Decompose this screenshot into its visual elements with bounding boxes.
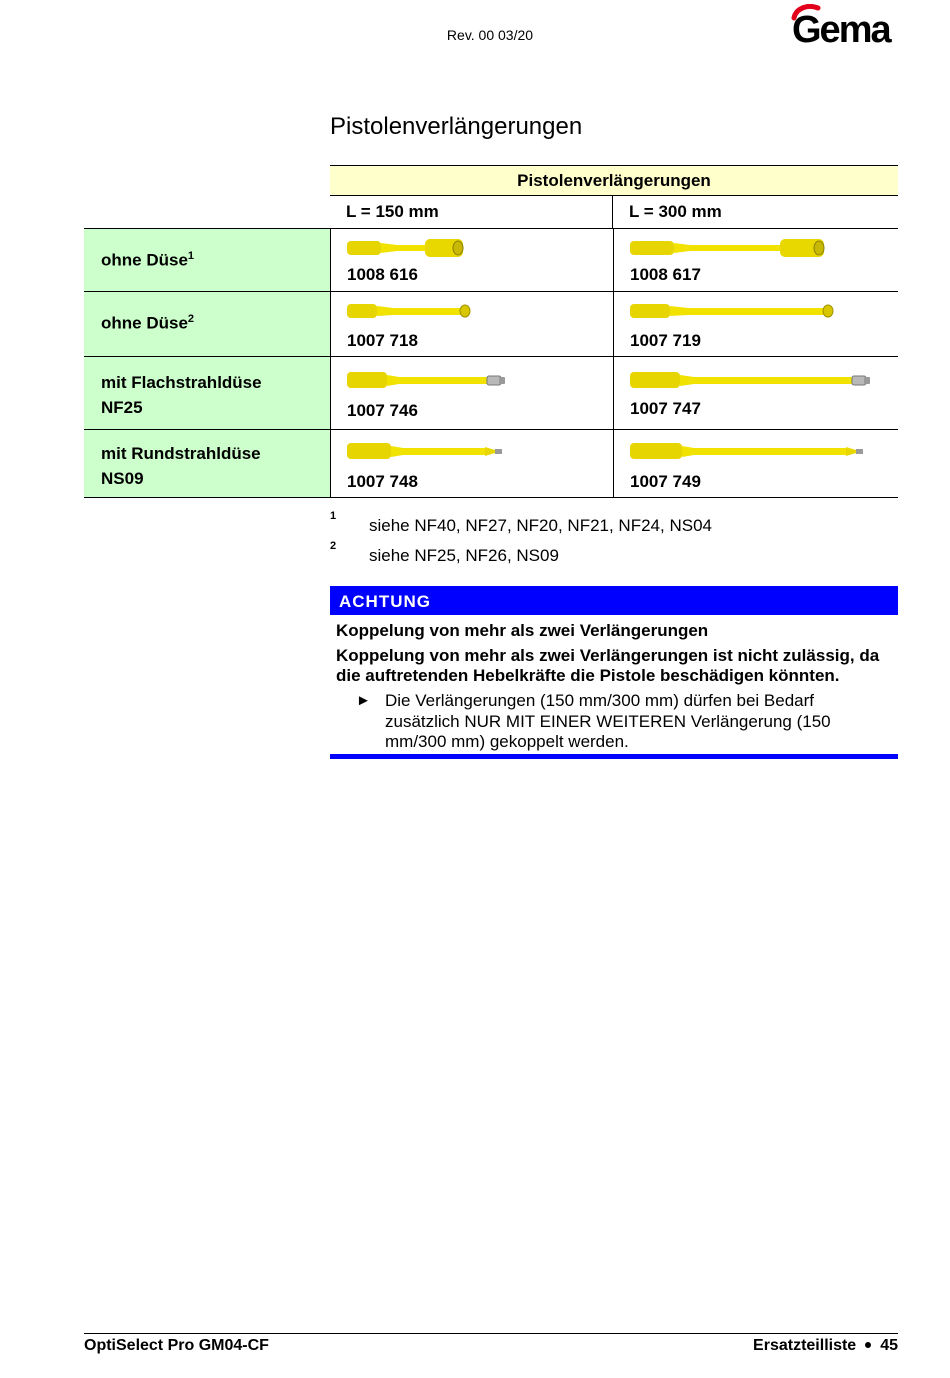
row-label-text: ohne Düse	[101, 250, 188, 270]
page-title: Pistolenverlängerungen	[330, 113, 583, 140]
part-number: 1007 747	[630, 399, 701, 418]
table-row	[84, 429, 898, 497]
part-number: 1008 617	[630, 265, 701, 284]
warning-title: Koppelung von mehr als zwei Verlängerungen	[336, 621, 709, 640]
extension-300-no-nozzle-image	[630, 235, 830, 261]
row-label-text: mit Flachstrahldüse	[101, 373, 262, 392]
table-row	[84, 228, 898, 291]
extension-300-flat-jet-nozzle-image	[630, 367, 875, 393]
footnote-ref: 2	[187, 313, 195, 325]
footer-product: OptiSelect Pro GM04-CF	[84, 1337, 269, 1354]
table-bottom-rule	[84, 497, 898, 498]
cell-150	[330, 292, 613, 356]
cell-150	[330, 357, 613, 429]
table-row	[84, 291, 898, 356]
warning-instruction-text: Die Verlängerungen (150 mm/300 mm) dürfen bei Bedarf zusätzlich NUR MIT EINER WEITEREN Verlängerung (150 mm/300 mm) gekoppelt werden.	[385, 691, 831, 751]
row-label-nozzle: NF25	[101, 398, 143, 417]
row-label	[84, 430, 330, 497]
part-number: 1007 748	[347, 472, 418, 491]
part-number: 1008 616	[347, 265, 418, 284]
bullet-dot-icon	[865, 1342, 871, 1348]
footnote-text: siehe NF25, NF26, NS09	[369, 546, 559, 565]
warning-heading: ACHTUNG	[330, 586, 898, 615]
extension-150-flat-jet-nozzle-image	[347, 367, 507, 393]
cell-150	[330, 229, 613, 291]
part-number: 1007 719	[630, 331, 701, 350]
cell-150	[330, 430, 613, 497]
part-number: 1007 718	[347, 331, 418, 350]
part-number: 1007 749	[630, 472, 701, 491]
footnote-mark: 2	[330, 540, 337, 552]
table-group-header: Pistolenverlängerungen	[330, 165, 898, 196]
gema-logo	[788, 4, 898, 44]
cell-300	[613, 430, 898, 497]
footer-rule	[84, 1333, 898, 1334]
row-label-text: mit Rundstrahldüse	[101, 444, 261, 463]
footnote-mark: 1	[330, 510, 337, 522]
row-label-text: ohne Düse	[101, 313, 188, 333]
table-row	[84, 356, 898, 429]
row-label	[84, 357, 330, 429]
extension-150-no-nozzle-image	[347, 298, 473, 324]
svg-text:Gema: Gema	[792, 9, 890, 44]
footer-section: Ersatzteilliste	[753, 1337, 857, 1354]
warning-bottom-bar	[330, 754, 898, 759]
footnote-text: siehe NF40, NF27, NF20, NF21, NF24, NS04	[369, 516, 712, 535]
extension-150-round-jet-nozzle-image	[347, 438, 507, 464]
extension-150-no-nozzle-image	[347, 235, 467, 261]
extension-300-round-jet-nozzle-image	[630, 438, 870, 464]
extension-300-no-nozzle-image	[630, 298, 840, 324]
column-header-300: L = 300 mm	[612, 196, 898, 228]
footnote-ref: 1	[187, 250, 195, 262]
footer-page-info	[753, 1337, 898, 1355]
part-number: 1007 746	[347, 401, 418, 420]
cell-300	[613, 229, 898, 291]
cell-300	[613, 357, 898, 429]
row-label	[84, 229, 330, 291]
page-number: 45	[880, 1337, 898, 1354]
row-label	[84, 292, 330, 356]
arrow-bullet-icon: ►	[356, 692, 371, 709]
revision-label: Rev. 00 03/20	[446, 27, 534, 43]
cell-300	[613, 292, 898, 356]
table-column-headers	[330, 196, 898, 228]
warning-body: Koppelung von mehr als zwei Verlängerungen ist nicht zulässig, da die auftretenden Hebelkräfte die Pistole beschädigen könnten.	[336, 646, 880, 685]
row-label-nozzle: NS09	[101, 469, 144, 488]
column-header-150: L = 150 mm	[346, 202, 439, 221]
